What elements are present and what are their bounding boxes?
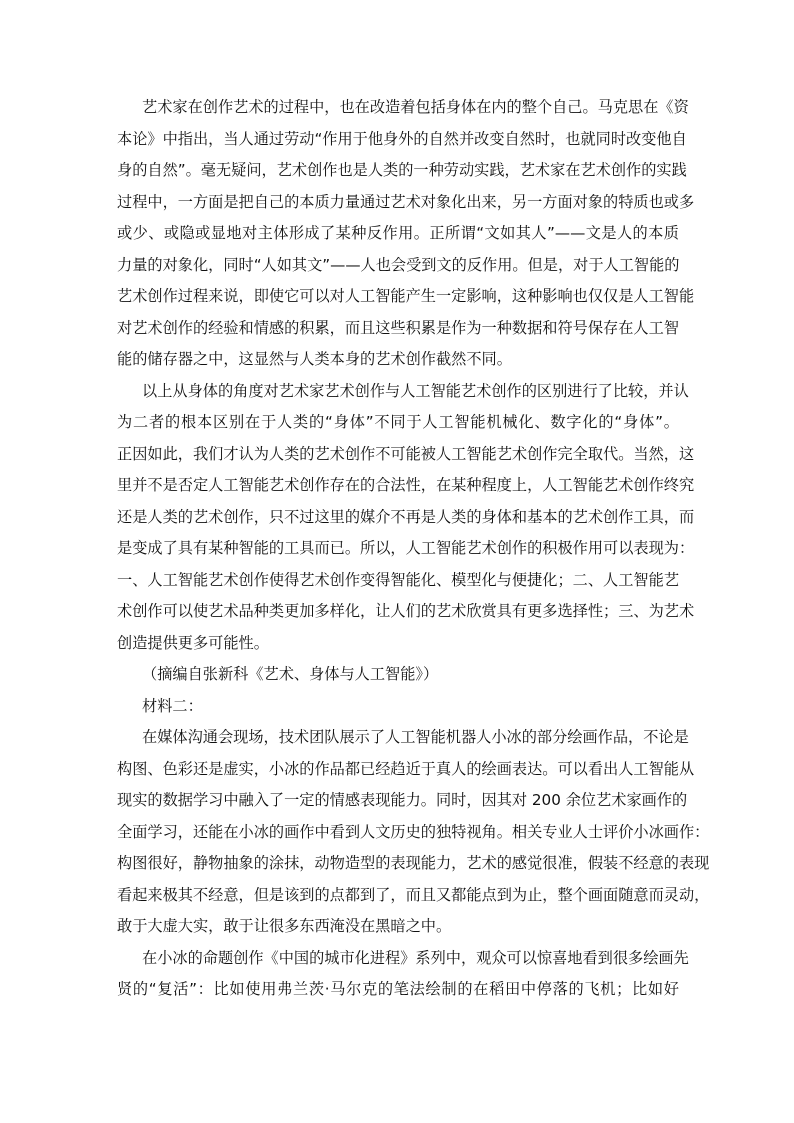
text-line: 身的自然”。毫无疑问，艺术创作也是人类的一种劳动实践，艺术家在艺术创作的实践	[117, 161, 687, 179]
text-line: 敢于大虚大实，敢于让很多东西淹没在黑暗之中。	[117, 917, 452, 935]
text-line: 在小冰的命题创作《中国的城市化进程》系列中，观众可以惊喜地看到很多绘画先	[142, 948, 689, 967]
text-line: 过程中，一方面是把自己的本质力量通过艺术对象化出来，另一方面对象的特质也或多	[117, 192, 695, 211]
text-line: 创造提供更多可能性。	[117, 633, 269, 652]
text-line: 一、人工智能艺术创作使得艺术创作变得智能化、模型化与便捷化；二、人工智能艺	[117, 570, 679, 589]
text-line: 是变成了具有某种智能的工具而已。所以，人工智能艺术创作的积极作用可以表现为：	[117, 539, 695, 557]
paragraph-comparison	[117, 376, 695, 660]
text-line: 构图、色彩还是虚实，小冰的作品都已经趋近于真人的绘画表达。可以看出人工智能从	[117, 759, 695, 778]
citation-line: （摘编自张新科《艺术、身体与人工智能》）	[142, 665, 439, 683]
text-line: 里并不是否定人工智能艺术创作存在的合法性，在某种程度上，人工智能艺术创作终究	[117, 476, 695, 494]
text-line: 力量的对象化，同时“人如其文”——人也会受到文的反作用。但是，对于人工智能的	[117, 255, 680, 274]
text-line: 现实的数据学习中融入了一定的情感表现能力。同时，因其对 200 余位艺术家画作的	[117, 791, 688, 809]
source-citation	[117, 659, 679, 691]
text-line: 艺术家在创作艺术的过程中，也在改造着包括身体在内的整个自己。马克思在《资	[142, 98, 689, 116]
paragraph-urbanization-series	[117, 943, 689, 1006]
text-line: 能的储存器之中，这显然与人类本身的艺术创作截然不同。	[117, 350, 512, 368]
paragraph-xiaoice-painting	[117, 722, 710, 943]
document-page	[117, 92, 710, 1006]
text-line: 本论》中指出，当人通过劳动“作用于他身外的自然并改变自然时，也就同时改变他自	[117, 129, 687, 148]
text-line: 构图很好，静物抽象的涂抹，动物造型的表现能力，艺术的感觉很准，假装不经意的表现	[117, 854, 710, 872]
text-line: 全面学习，还能在小冰的画作中看到人文历史的独特视角。相关专业人士评价小冰画作：	[117, 822, 710, 841]
text-line: 正因如此，我们才认为人类的艺术创作不可能被人工智能艺术创作完全取代。当然，这	[117, 444, 695, 463]
text-line: 术创作可以使艺术品种类更加多样化，让人们的艺术欣赏具有更多选择性；三、为艺术	[117, 602, 695, 620]
text-line: 看起来极其不经意，但是该到的点都到了，而且又都能点到为止，整个画面随意而灵动，	[117, 885, 710, 904]
text-line: 还是人类的艺术创作，只不过这里的媒介不再是人类的身体和基本的艺术创作工具，而	[117, 507, 695, 526]
section-heading: 材料二：	[142, 696, 203, 715]
section-heading-material-two	[117, 691, 679, 723]
text-line: 艺术创作过程来说，即使它可以对人工智能产生一定影响，这种影响也仅仅是人工智能	[117, 287, 695, 305]
text-line: 在媒体沟通会现场，技术团队展示了人工智能机器人小冰的部分绘画作品，不论是	[142, 728, 689, 746]
text-line: 或少、或隐或显地对主体形成了某种反作用。正所谓“文如其人”——文是人的本质	[117, 224, 679, 242]
text-line: 对艺术创作的经验和情感的积累，而且这些积累是作为一种数据和符号保存在人工智	[117, 318, 679, 337]
text-line: 贤的“复活”：比如使用弗兰茨·马尔克的笔法绘制的在稻田中停落的飞机；比如好	[117, 980, 679, 998]
paragraph-art-body	[117, 92, 695, 376]
text-line: 为二者的根本区别在于人类的“身体”不同于人工智能机械化、数字化的“身体”。	[117, 413, 679, 431]
text-line: 以上从身体的角度对艺术家艺术创作与人工智能艺术创作的区别进行了比较，并认	[142, 381, 689, 400]
